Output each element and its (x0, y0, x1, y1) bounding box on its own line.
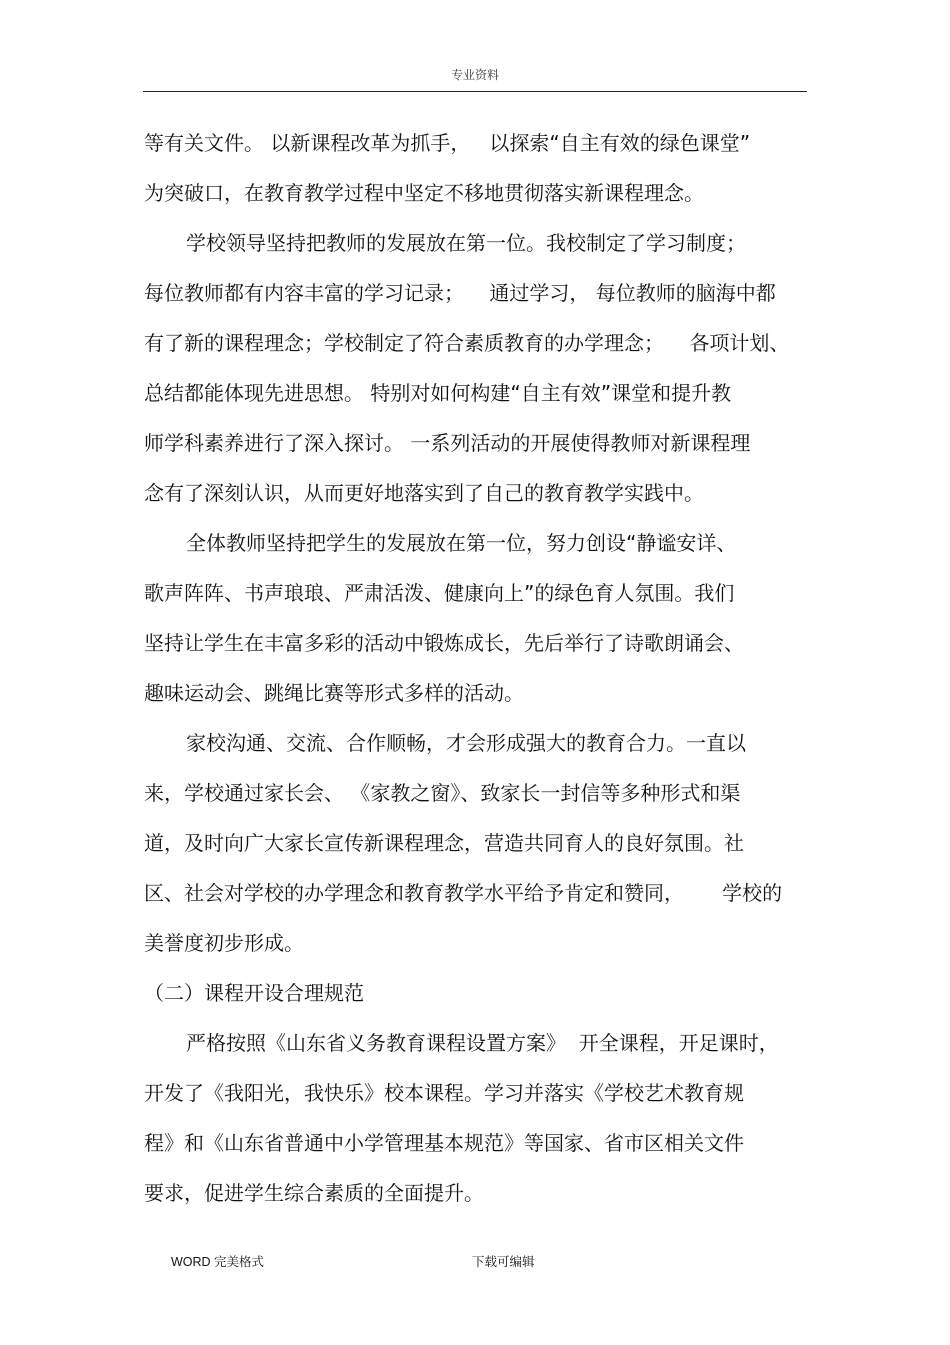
paragraph-first-line: 全体教师坚持把学生的发展放在第一位，努力创设“静谧安详、 (186, 531, 737, 555)
body-line: 道，及时向广大家长宣传新课程理念，营造共同育人的良好氛围。社 (144, 831, 744, 855)
footer-left-label: WORD 完美格式 (171, 1255, 265, 1269)
body-line: 要求，促进学生综合素质的全面提升。 (144, 1181, 484, 1205)
body-line: 等有关文件。 以新课程改革为抓手， 以探索“自主有效的绿色课堂” (144, 131, 751, 155)
paragraph-first-line: 学校领导坚持把教师的发展放在第一位。我校制定了学习制度； (186, 231, 746, 255)
page-header-label: 专业资料 (450, 68, 499, 82)
body-line: 来，学校通过家长会、 《家教之窗》、致家长一封信等多种形式和渠 (144, 781, 741, 805)
body-line: 为突破口，在教育教学过程中坚定不移地贯彻落实新课程理念。 (144, 181, 704, 205)
body-line: 坚持让学生在丰富多彩的活动中锻炼成长，先后举行了诗歌朗诵会、 (144, 631, 744, 655)
body-text (144, 118, 806, 1218)
footer-right-label: 下载可编辑 (472, 1254, 535, 1269)
body-line: 程》和《山东省普通中小学管理基本规范》等国家、省市区相关文件 (144, 1131, 744, 1155)
body-line: 有了新的课程理念；学校制定了符合素质教育的办学理念； 各项计划、 (144, 331, 790, 355)
body-line: 开发了《我阳光，我快乐》校本课程。学习并落实《学校艺术教育规 (144, 1081, 744, 1105)
body-line: 趣味运动会、跳绳比赛等形式多样的活动。 (144, 681, 524, 705)
body-line: 区、社会对学校的办学理念和教育教学水平给予肯定和赞同， 学校的 (144, 881, 783, 905)
body-line: 师学科素养进行了深入探讨。 一系列活动的开展使得教师对新课程理 (144, 431, 751, 455)
paragraph-first-line: 家校沟通、交流、合作顺畅，才会形成强大的教育合力。一直以 (186, 731, 746, 755)
body-line: 念有了深刻认识，从而更好地落实到了自己的教育教学实践中。 (144, 481, 704, 505)
body-line: 歌声阵阵、书声琅琅、严肃活泼、健康向上”的绿色育人氛围。我们 (144, 581, 735, 605)
body-line: 美誉度初步形成。 (144, 931, 304, 955)
section-heading: （二）课程开设合理规范 (144, 981, 364, 1005)
header-divider (143, 91, 807, 92)
body-line: 总结都能体现先进思想。 特别对如何构建“自主有效”课堂和提升教 (144, 381, 732, 405)
paragraph-first-line: 严格按照《山东省义务教育课程设置方案》 开全课程，开足课时， (186, 1031, 779, 1055)
body-line: 每位教师都有内容丰富的学习记录； 通过学习， 每位教师的脑海中都 (144, 281, 776, 305)
